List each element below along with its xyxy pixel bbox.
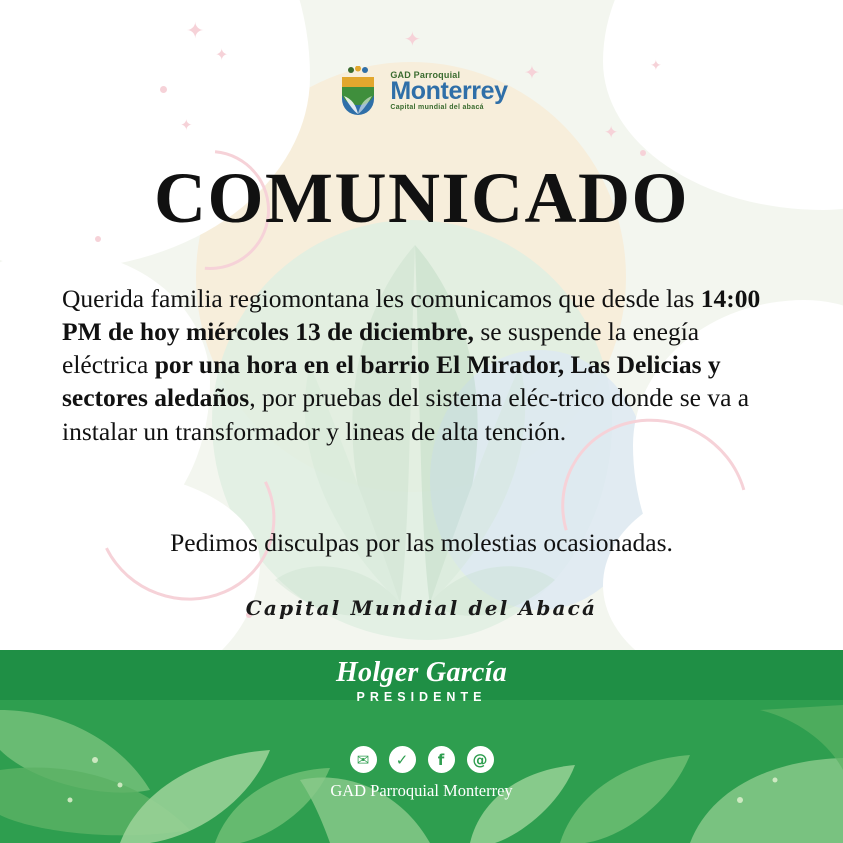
body-part-2: se suspende la enegía eléctrica xyxy=(62,317,700,380)
president-name: Holger García xyxy=(335,657,508,688)
tagline-text: Capital Mundial del Abacá xyxy=(245,596,598,620)
logo-org-line: GAD Parroquial xyxy=(390,69,461,80)
facebook-icon[interactable]: f xyxy=(428,746,455,773)
body-part-3: , por pruebas del sistema eléc-trico donde se va a instalar un transformador y lineas de alta tención. xyxy=(62,383,750,446)
dot-shape xyxy=(640,150,646,156)
body-bold-datetime: 14:00 PM de hoy miércoles 13 de diciembre, xyxy=(62,284,761,347)
footer xyxy=(0,650,843,843)
apology-text: Pedimos disculpas por las molestias ocasionadas. xyxy=(170,528,673,557)
logo-slogan: Capital mundial del abacá xyxy=(390,103,484,111)
star-icon: ✦ xyxy=(404,29,421,51)
logo-header xyxy=(0,63,843,116)
star-icon: ✦ xyxy=(215,47,229,64)
body-bold-sectors: por una hora en el barrio El Mirador, Las Delicias y sectores aledaños xyxy=(62,350,721,413)
monterrey-shield-logo-icon xyxy=(335,66,381,116)
star-icon: ✦ xyxy=(180,117,193,134)
page-title: COMUNICADO xyxy=(154,158,689,238)
twitter-icon[interactable]: ✓ xyxy=(389,746,416,773)
president-role: PRESIDENTE xyxy=(356,690,487,704)
social-links[interactable] xyxy=(350,746,494,773)
announcement-body xyxy=(62,282,781,448)
star-icon: ✦ xyxy=(186,18,205,43)
body-part-1: Querida familia regiomontana les comunicamos que desde las xyxy=(62,284,701,313)
star-icon: ✦ xyxy=(650,57,662,73)
logo-wordmark xyxy=(390,71,507,111)
email-icon[interactable]: @ xyxy=(467,746,494,773)
messenger-icon[interactable]: ✉ xyxy=(350,746,377,773)
footer-content xyxy=(0,650,843,801)
star-icon: ✦ xyxy=(604,123,619,142)
logo-name: Monterrey xyxy=(390,77,508,106)
star-icon: ✦ xyxy=(524,63,540,84)
social-handle: GAD Parroquial Monterrey xyxy=(330,781,513,800)
